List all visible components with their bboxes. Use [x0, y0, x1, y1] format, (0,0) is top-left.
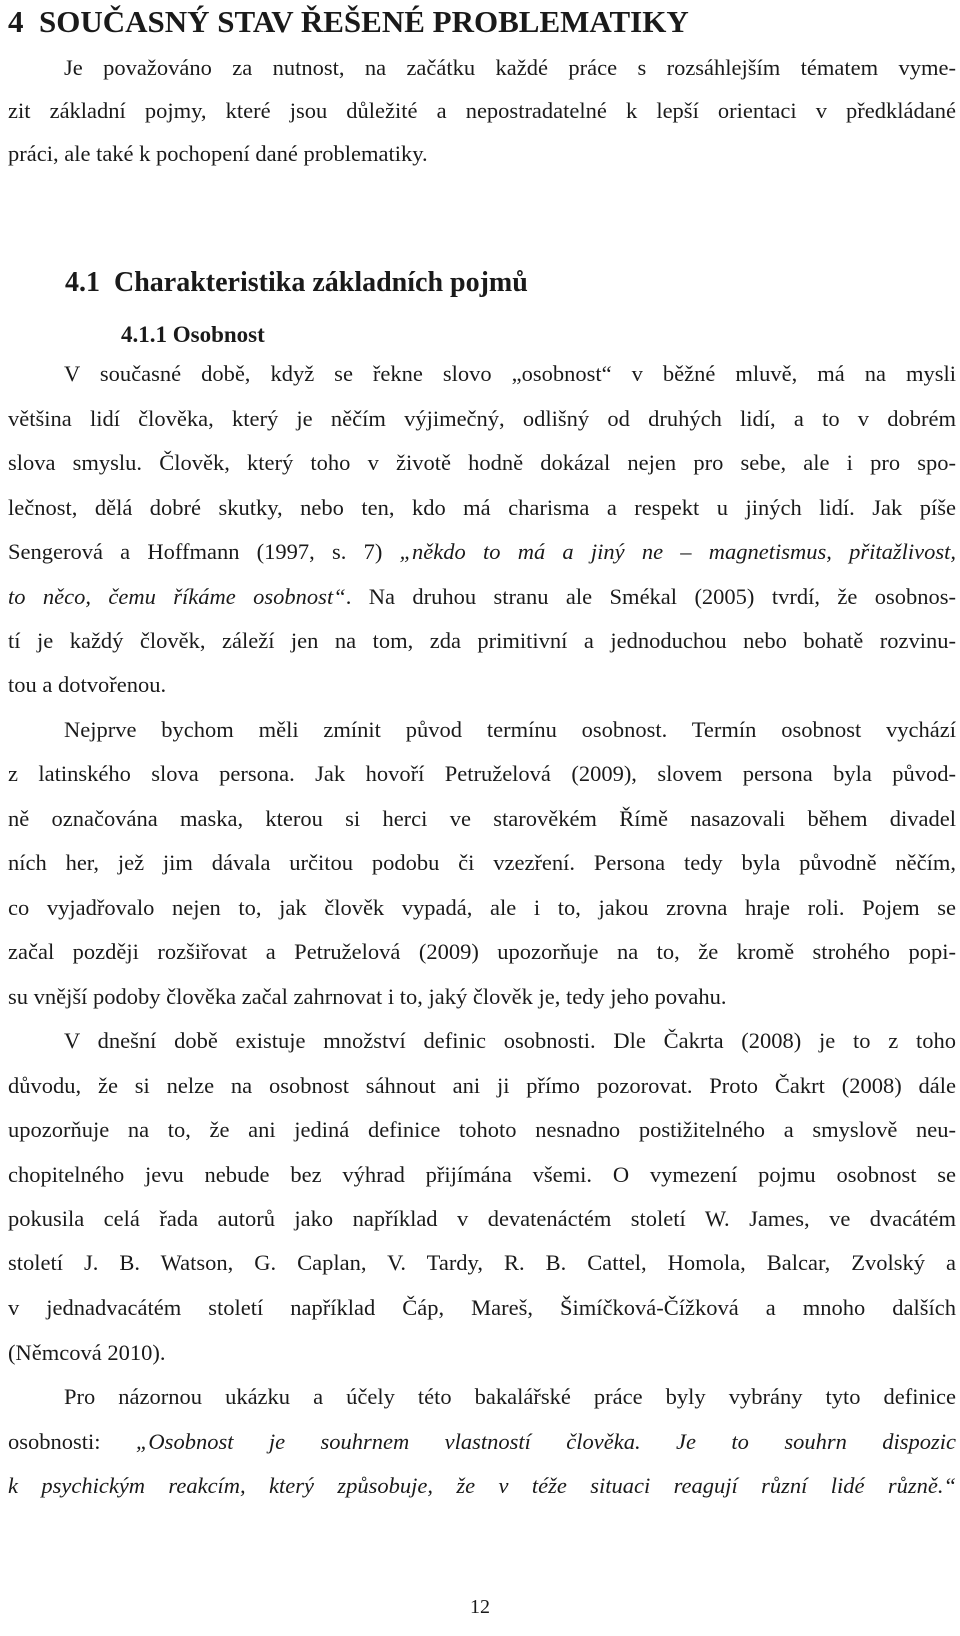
text-line: v jednadvacátém století například Čáp, Mareš, Šimíčková-Čížková a mnoho dalších — [8, 1295, 956, 1320]
text-line: Nejprve bychom měli zmínit původ termínu osobnost. Termín osobnost vychází — [64, 717, 956, 742]
text-line: chopitelného jevu nebude bez výhrad přijímána všemi. O vymezení pojmu osobnost se — [8, 1162, 956, 1187]
text-line: století J. B. Watson, G. Caplan, V. Tardy, R. B. Cattel, Homola, Balcar, Zvolský a — [8, 1250, 956, 1275]
text-line: tí je každý člověk, záleží jen na tom, zda primitivní a jednoduchou nebo bohatě rozvinu- — [8, 628, 956, 653]
text-line: V dnešní době existuje množství definic osobnosti. Dle Čakrta (2008) je to z toho — [64, 1028, 956, 1053]
text-line: su vnější podoby člověka začal zahrnovat i to, jaký člověk je, tedy jeho povahu. — [8, 984, 727, 1009]
subsection-number: 4.1.1 — [121, 322, 167, 347]
text-line: co vyjadřovalo nejen to, jak člověk vypadá, ale i to, jakou zrovna hraje roli. Pojem se — [8, 895, 956, 920]
text-line: ně označována maska, kterou si herci ve starověkém Římě nasazovali během divadel — [8, 806, 956, 831]
subsection-title: Osobnost — [172, 322, 265, 347]
text-line: práci, ale také k pochopení dané problematiky. — [8, 141, 428, 166]
chapter-title: SOUČASNÝ STAV ŘEŠENÉ PROBLEMATIKY — [39, 4, 689, 39]
text-line: Pro názornou ukázku a účely této bakalářské práce byly vybrány tyto definice — [64, 1384, 956, 1409]
text-line: pokusila celá řada autorů jako například v devatenáctém století W. James, ve dvacátém — [8, 1206, 956, 1231]
text-line: ních her, jež jim dávala určitou podobu či vzezření. Persona tedy byla původně něčím, — [8, 850, 956, 875]
chapter-number: 4 — [8, 4, 24, 39]
quote-text: „někdo to má a jiný ne – magnetismus, přitažlivost, — [399, 539, 956, 564]
text-line — [8, 579, 956, 615]
text-line: většina lidí člověka, který je něčím výjimečný, odlišný od druhých lidí, a to v dobrém — [8, 406, 956, 431]
text-line: slova smyslu. Člověk, který toho v životě hodně dokázal nejen pro sebe, ale i pro spo- — [8, 450, 956, 475]
subsection-heading — [121, 317, 265, 353]
text-line: zit základní pojmy, které jsou důležité a nepostradatelné k lepší orientaci v předkládané — [8, 98, 956, 123]
text-run: . Na druhou stranu ale Smékal (2005) tvrdí, že osobnos- — [345, 584, 956, 609]
text-line: V současné době, když se řekne slovo „osobnost“ v běžné mluvě, má na mysli — [64, 361, 956, 386]
quote-text: to něco, čemu říkáme osobnost“ — [8, 584, 346, 609]
text-run: osobnosti: — [8, 1429, 136, 1454]
text-line: (Němcová 2010). — [8, 1340, 166, 1365]
page-number: 12 — [470, 1596, 490, 1618]
text-run: Sengerová a Hoffmann (1997, s. 7) — [8, 539, 400, 564]
text-line: Je považováno za nutnost, na začátku každé práce s rozsáhlejším tématem vyme- — [64, 55, 956, 80]
section-number: 4.1 — [65, 267, 100, 298]
chapter-heading — [8, 0, 689, 44]
text-line: upozorňuje na to, že ani jediná definice tohoto nesnadno postižitelného a smyslově neu- — [8, 1117, 956, 1142]
text-line — [8, 1424, 956, 1460]
text-line: lečnost, dělá dobré skutky, nebo ten, kdo má charisma a respekt u jiných lidí. Jak píše — [8, 495, 956, 520]
section-heading — [65, 263, 528, 303]
section-title: Charakteristika základních pojmů — [114, 267, 528, 298]
quote-line: k psychickým reakcím, který způsobuje, že v téže situaci reagují různí lidé různě.“ — [8, 1473, 956, 1498]
text-line — [8, 534, 956, 570]
text-line: důvodu, že si nelze na osobnost sáhnout ani ji přímo pozorovat. Proto Čakrt (2008) dále — [8, 1073, 956, 1098]
quote-text: „Osobnost je souhrnem vlastností člověka. Je to souhrn dispozic — [135, 1429, 956, 1454]
text-line: začal později rozšiřovat a Petruželová (2009) upozorňuje na to, že kromě strohého popi- — [8, 939, 956, 964]
text-line: z latinského slova persona. Jak hovoří Petruželová (2009), slovem persona byla původ- — [8, 761, 956, 786]
text-line: tou a dotvořenou. — [8, 672, 167, 697]
